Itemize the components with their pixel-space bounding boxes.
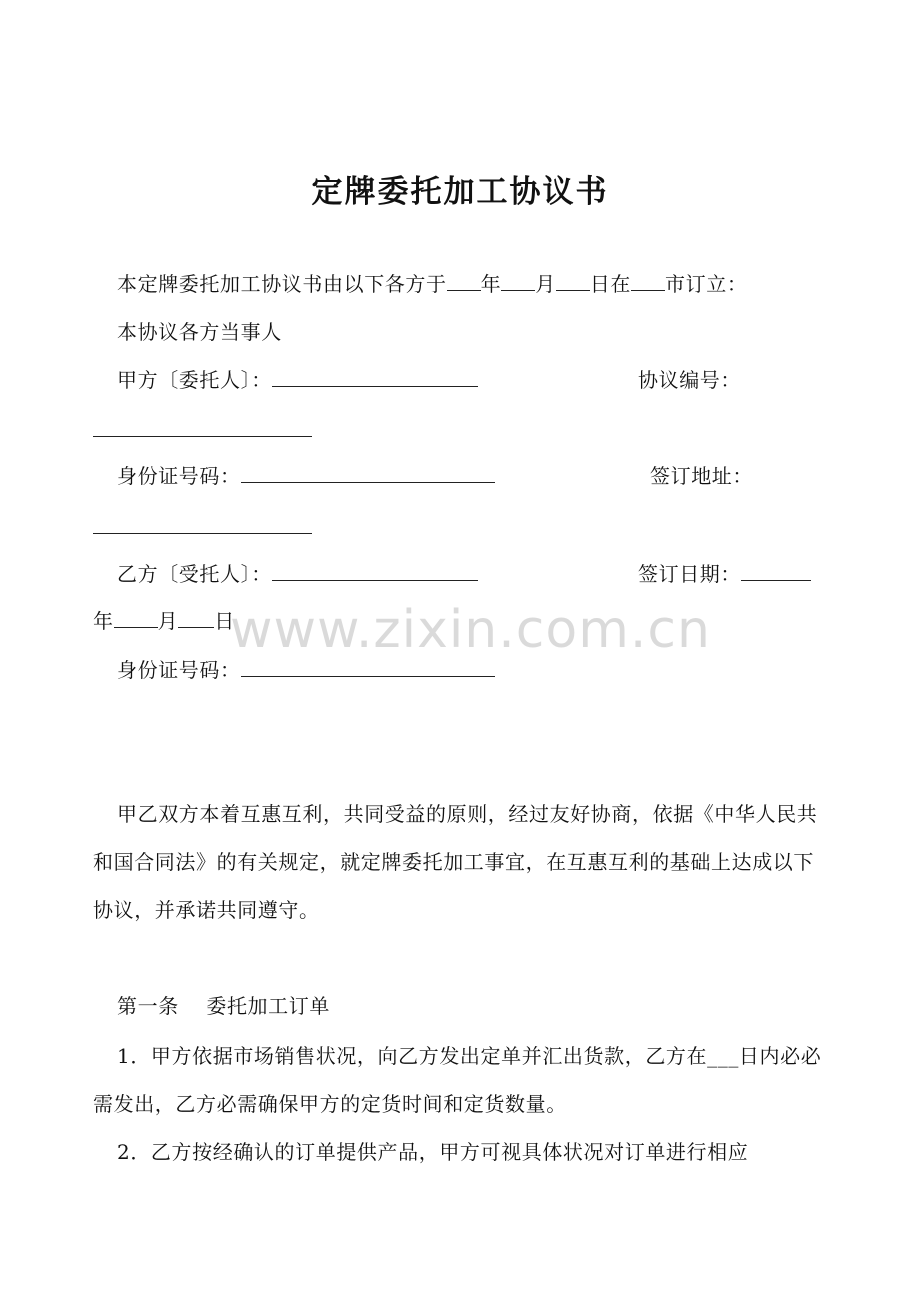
article-1-item-1: 1．甲方依据市场销售状况，向乙方发出定单并汇出货款，乙方在___日内必必需发出，乙方必需确保甲方的定货时间和定货数量。 [93,1044,822,1116]
party-b-id-label: 身份证号码： [117,658,241,682]
day-blank [556,270,590,291]
sign-date-label: 签订日期： [638,562,741,586]
sign-date-row [638,560,811,588]
sign-date-year-label: 年 [93,609,114,633]
sign-date-month-label: 月 [157,609,179,633]
preamble-paragraph: 甲乙双方本着互惠互利，共同受益的原则，经过友好协商，依据《中华人民共和国合同法》的有关规定，就定牌委托加工事宜，在互惠互利的基础上达成以下协议，并承诺共同遵守。 [93,802,818,922]
party-a-row [117,366,478,394]
agreement-no-blank [93,436,312,437]
party-a-id-label: 身份证号码： [117,464,241,488]
sign-date-continued [93,607,235,635]
sign-date-month-blank [114,607,158,628]
party-a-id-blank [241,462,495,483]
party-b-blank [272,560,478,581]
sign-address-blank [93,533,312,534]
document-title: 定牌委托加工协议书 [311,174,609,210]
month-blank [501,270,535,291]
year-blank [447,270,481,291]
day-label: 日在 [589,272,632,296]
party-a-id-row [117,462,495,490]
parties-heading: 本协议各方当事人 [117,320,282,344]
party-b-id-row [117,656,495,684]
party-a-label: 甲方〔委托人〕： [117,368,272,392]
sign-date-year-blank [741,560,811,581]
sign-date-day-label: 日 [214,609,235,633]
watermark-text: www.zixin.com.cn [230,600,711,660]
party-a-blank [272,366,478,387]
intro-text: 本定牌委托加工协议书由以下各方于 [117,272,447,296]
article-1-heading: 第一条 委托加工订单 [117,994,330,1018]
city-blank [631,270,665,291]
sign-date-day-blank [178,607,214,628]
agreement-no-label: 协议编号： [638,368,741,392]
sign-address-label: 签订地址： [650,464,753,488]
intro-line [117,270,747,298]
article-1-item-2: 2．乙方按经确认的订单提供产品，甲方可视具体状况对订单进行相应 [117,1140,749,1164]
year-label: 年 [480,272,502,296]
city-label: 市订立： [665,272,748,296]
party-b-row [117,560,478,588]
month-label: 月 [535,272,556,296]
party-b-label: 乙方〔受托人〕： [117,562,272,586]
